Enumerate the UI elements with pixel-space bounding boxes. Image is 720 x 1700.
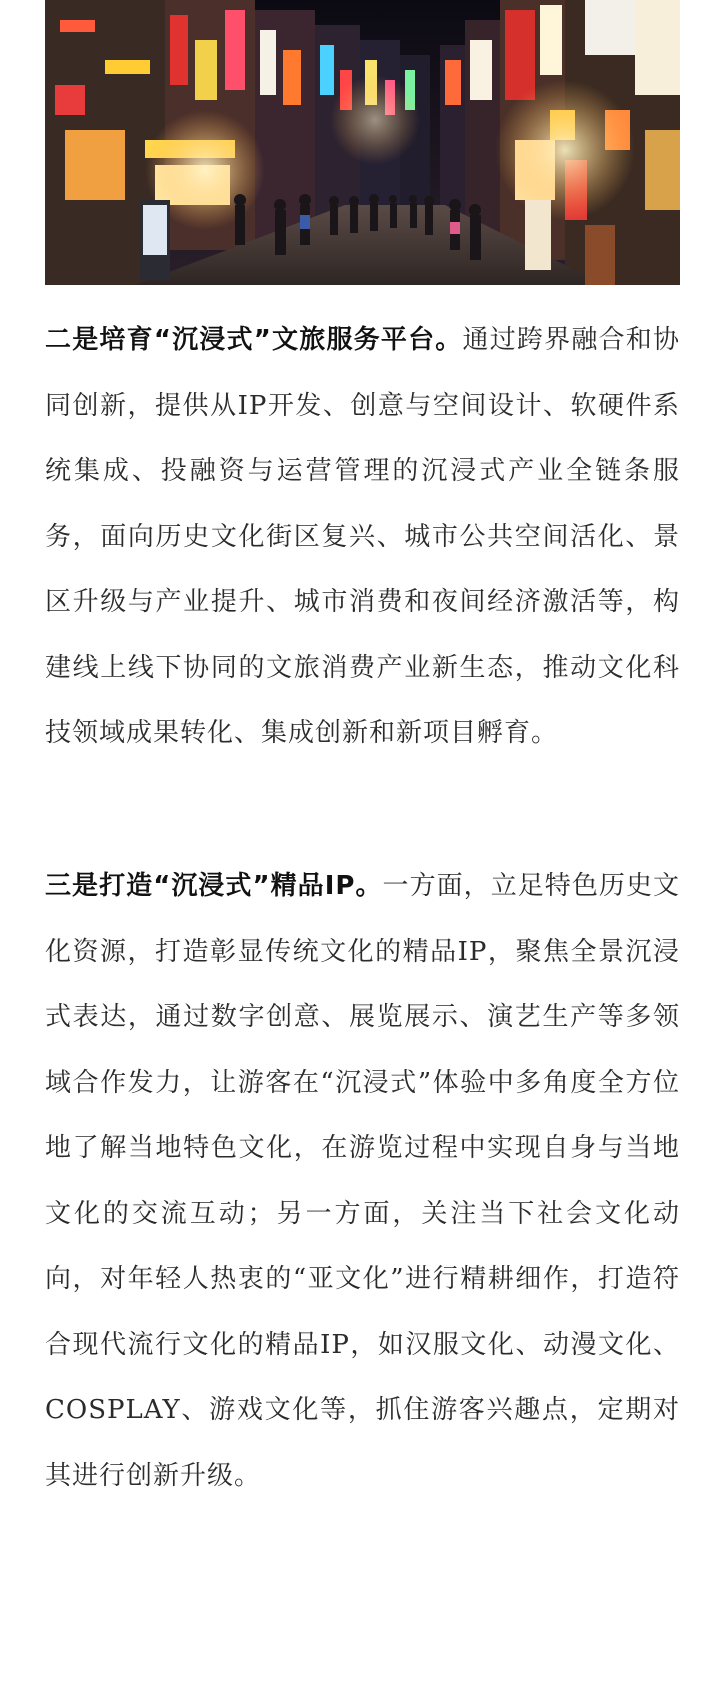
paragraph-service-platform bbox=[45, 308, 680, 767]
street-photo-illustration bbox=[45, 0, 680, 285]
paragraph-heading: 三是打造“沉浸式”精品IP。 bbox=[45, 871, 383, 901]
paragraph-body: 通过跨界融合和协同创新，提供从IP开发、创意与空间设计、软硬件系统集成、投融资与运营管理的沉浸式产业全链条服务，面向历史文化街区复兴、城市公共空间活化、景区升级与产业提升、城市消费和夜间经济激活等，构建线上线下协同的文旅消费产业新生态，推动文化科技领域成果转化、集成创新和新项目孵育。 bbox=[45, 325, 680, 748]
paragraph-body: 一方面，立足特色历史文化资源，打造彰显传统文化的精品IP，聚焦全景沉浸式表达，通过数字创意、展览展示、演艺生产等多领域合作发力，让游客在“沉浸式”体验中多角度全方位地了解当地特色文化，在游览过程中实现自身与当地文化的交流互动；另一方面，关注当下社会文化动向，对年轻人热衷的“亚文化”进行精耕细作，打造符合现代流行文化的精品IP，如汉服文化、动漫文化、COSPLAY、游戏文化等，抓住游客兴趣点，定期对其进行创新升级。 bbox=[45, 871, 680, 1491]
paragraph-premium-ip bbox=[45, 854, 680, 1509]
paragraph-heading: 二是培育“沉浸式”文旅服务平台。 bbox=[45, 325, 463, 355]
hero-street-photo bbox=[45, 0, 680, 285]
